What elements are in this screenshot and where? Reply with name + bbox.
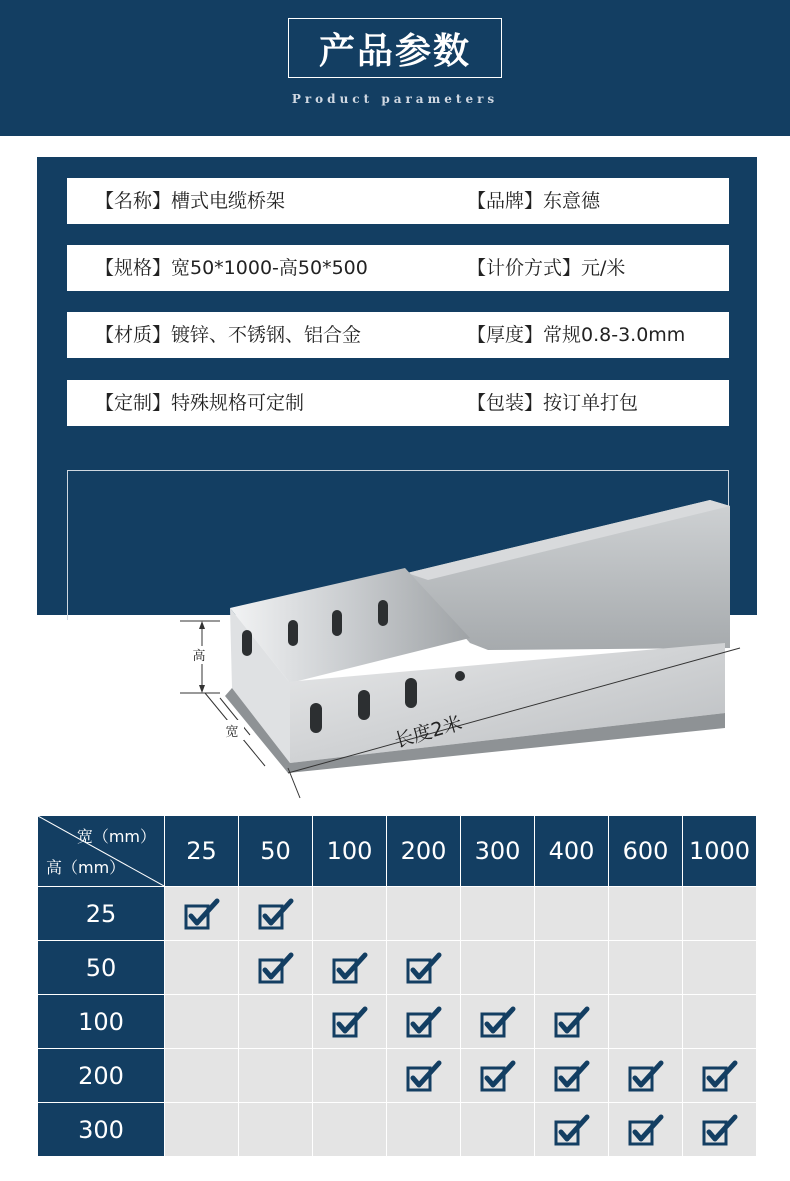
checkbox-checked-icon <box>702 1060 738 1092</box>
table-row <box>38 1049 757 1103</box>
empty-cell <box>165 995 239 1049</box>
available-cell <box>165 887 239 941</box>
height-row-header: 25 <box>38 887 165 941</box>
width-col-header: 25 <box>165 816 239 887</box>
height-row-header: 200 <box>38 1049 165 1103</box>
checkbox-checked-icon <box>406 1006 442 1038</box>
available-cell <box>535 995 609 1049</box>
table-row <box>38 887 757 941</box>
empty-cell <box>461 1103 535 1157</box>
empty-cell <box>239 1049 313 1103</box>
cable-tray-image <box>170 498 750 808</box>
spec-row <box>67 380 729 426</box>
empty-cell <box>609 995 683 1049</box>
empty-cell <box>461 941 535 995</box>
height-row-header: 50 <box>38 941 165 995</box>
checkbox-checked-icon <box>480 1060 516 1092</box>
spec-row <box>67 178 729 224</box>
empty-cell <box>535 887 609 941</box>
height-row-header: 100 <box>38 995 165 1049</box>
available-cell <box>313 941 387 995</box>
checkbox-checked-icon <box>628 1114 664 1146</box>
available-cell <box>683 1103 757 1157</box>
checkbox-checked-icon <box>554 1114 590 1146</box>
empty-cell <box>535 941 609 995</box>
spec-name: 【名称】槽式电缆桥架 <box>95 190 286 212</box>
spec-custom: 【定制】特殊规格可定制 <box>95 392 305 414</box>
checkbox-checked-icon <box>554 1006 590 1038</box>
empty-cell <box>239 995 313 1049</box>
available-cell <box>461 995 535 1049</box>
available-cell <box>461 1049 535 1103</box>
width-col-header: 300 <box>461 816 535 887</box>
table-row <box>38 995 757 1049</box>
available-cell <box>535 1103 609 1157</box>
available-cell <box>239 887 313 941</box>
checkbox-checked-icon <box>258 952 294 984</box>
spec-material: 【材质】镀锌、不锈钢、铝合金 <box>95 324 362 346</box>
width-col-header: 200 <box>387 816 461 887</box>
length-label: 长度2米 <box>392 712 465 753</box>
checkbox-checked-icon <box>406 1060 442 1092</box>
size-availability-table <box>37 815 757 1157</box>
spec-row <box>67 245 729 291</box>
spec-brand: 【品牌】东意德 <box>467 190 601 212</box>
height-header: 高（mm） <box>46 858 126 877</box>
checkbox-checked-icon <box>702 1114 738 1146</box>
width-col-header: 1000 <box>683 816 757 887</box>
height-row-header: 300 <box>38 1103 165 1157</box>
checkbox-checked-icon <box>184 898 220 930</box>
width-col-header: 600 <box>609 816 683 887</box>
width-col-header: 100 <box>313 816 387 887</box>
spec-size: 【规格】宽50*1000-高50*500 <box>95 257 368 279</box>
height-label: 高 <box>192 649 206 664</box>
available-cell <box>609 1049 683 1103</box>
checkbox-checked-icon <box>480 1006 516 1038</box>
empty-cell <box>387 887 461 941</box>
spec-packaging: 【包装】按订单打包 <box>467 392 639 414</box>
checkbox-checked-icon <box>332 1006 368 1038</box>
table-row <box>38 941 757 995</box>
checkbox-checked-icon <box>406 952 442 984</box>
spec-pricing: 【计价方式】元/米 <box>467 257 626 279</box>
empty-cell <box>165 941 239 995</box>
empty-cell <box>609 941 683 995</box>
checkbox-checked-icon <box>628 1060 664 1092</box>
empty-cell <box>165 1103 239 1157</box>
empty-cell <box>609 887 683 941</box>
spec-thickness: 【厚度】常规0.8-3.0mm <box>467 324 686 346</box>
empty-cell <box>683 995 757 1049</box>
empty-cell <box>313 1103 387 1157</box>
checkbox-checked-icon <box>258 898 294 930</box>
empty-cell <box>461 887 535 941</box>
empty-cell <box>683 941 757 995</box>
empty-cell <box>239 1103 313 1157</box>
spec-row <box>67 312 729 358</box>
available-cell <box>609 1103 683 1157</box>
available-cell <box>387 941 461 995</box>
width-label: 宽 <box>225 725 239 740</box>
empty-cell <box>387 1103 461 1157</box>
checkbox-checked-icon <box>332 952 368 984</box>
checkbox-checked-icon <box>554 1060 590 1092</box>
empty-cell <box>683 887 757 941</box>
header-banner <box>0 0 790 136</box>
width-col-header: 400 <box>535 816 609 887</box>
available-cell <box>239 941 313 995</box>
empty-cell <box>313 1049 387 1103</box>
page-title: 产品参数 <box>288 18 502 78</box>
empty-cell <box>165 1049 239 1103</box>
available-cell <box>387 1049 461 1103</box>
available-cell <box>313 995 387 1049</box>
table-row <box>38 1103 757 1157</box>
table-corner <box>38 816 165 887</box>
available-cell <box>387 995 461 1049</box>
available-cell <box>535 1049 609 1103</box>
available-cell <box>683 1049 757 1103</box>
page-subtitle: Product parameters <box>291 92 499 106</box>
width-header: 宽（mm） <box>76 827 156 846</box>
empty-cell <box>313 887 387 941</box>
width-col-header: 50 <box>239 816 313 887</box>
